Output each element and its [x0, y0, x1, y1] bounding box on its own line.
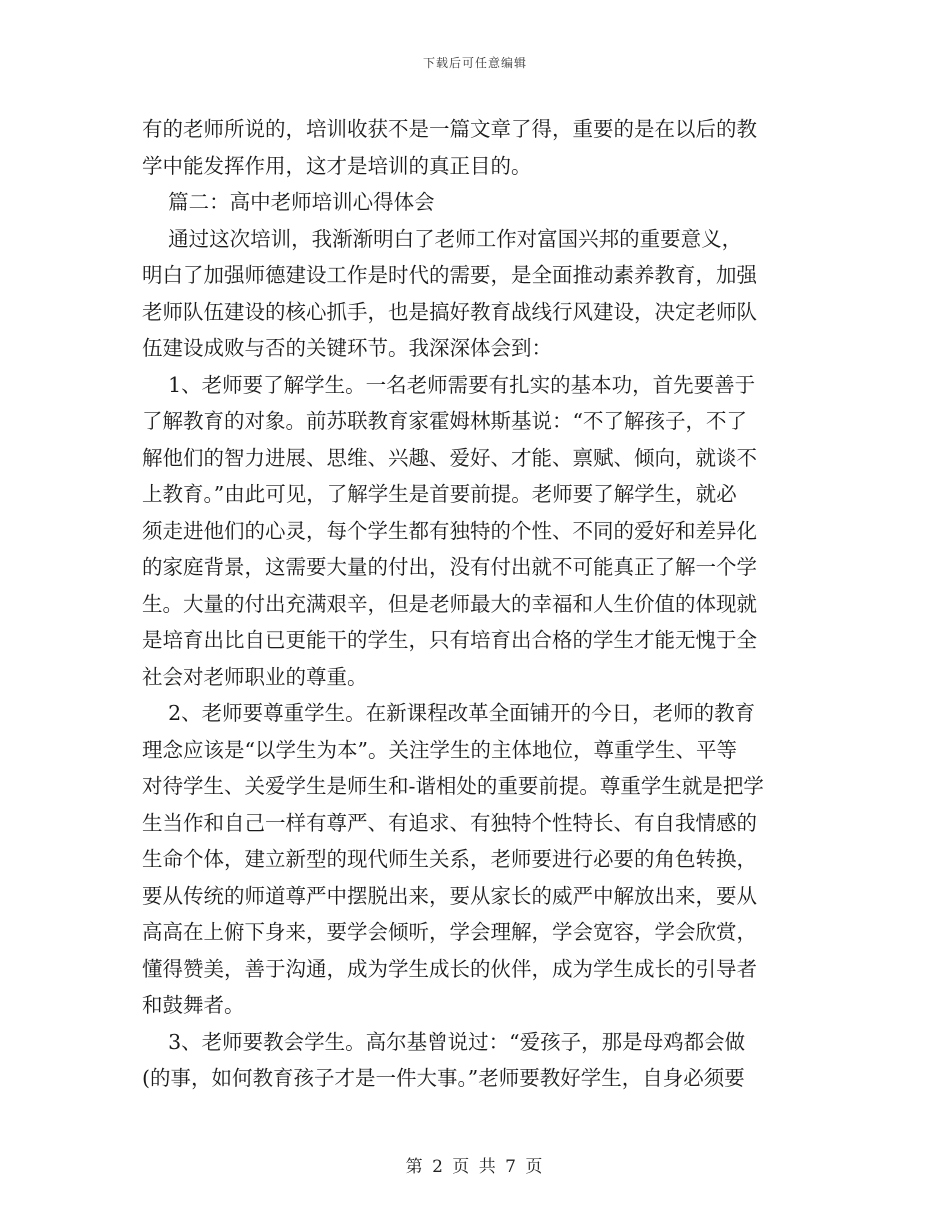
text-line: 的家庭背景，这需要大量的付出，没有付出就不可能真正了解一个学: [142, 555, 757, 579]
text-line: 懂得赞美，善于沟通，成为学生成长的伙伴，成为学生成长的引导者: [142, 956, 757, 981]
text-line: 是培育出比自已更能干的学生，只有培育出合格的学生才能无愧于全: [142, 628, 757, 652]
text-line: (的事，如何教育孩子才是一件大事。”老师要教好学生，自身必须要: [142, 1066, 745, 1090]
text-line: 上教育。”由此可见，了解学生是首要前提。老师要了解学生，就必: [142, 482, 737, 506]
section-heading: 篇二：高中老师培训心得体会: [142, 190, 435, 214]
text-line: 2、老师要尊重学生。在新课程改革全面铺开的今日，老师的教育: [142, 701, 756, 725]
page-header: 下载后可任意编辑: [422, 56, 527, 70]
text-line: 生当作和自己一样有尊严、有追求、有独特个性特长、有自我情感的: [142, 810, 757, 835]
text-line: 生命个体，建立新型的现代师生关系，老师要进行必要的角色转换，: [142, 847, 757, 871]
text-line: 对待学生、关爱学生是师生和-谐相处的重要前提。尊重学生就是把学: [142, 774, 764, 798]
text-line: 须走进他们的心灵，每个学生都有独特的个性、不同的爱好和差异化: [142, 518, 757, 543]
text-line: 有的老师所说的，培训收获不是一篇文章了得，重要的是在以后的教: [142, 117, 757, 141]
text-line: 社会对老师职业的尊重。: [142, 664, 368, 689]
text-line: 学中能发挥作用，这才是培训的真正目的。: [142, 153, 532, 178]
text-line: 老师队伍建设的核心抓手，也是搞好教育战线行风建设，决定老师队: [142, 299, 757, 324]
text-line: 解他们的智力进展、思维、兴趣、爱好、才能、禀赋、倾向，就谈不: [142, 445, 757, 470]
text-line: 通过这次培训，我渐渐明白了老师工作对富国兴邦的重要意义，: [142, 226, 743, 251]
text-line: 伍建设成败与否的关键环节。我深深体会到：: [142, 336, 552, 360]
document-body: [142, 111, 814, 1097]
text-line: 和鼓舞者。: [142, 993, 245, 1017]
text-line: 要从传统的师道尊严中摆脱出来，要从家长的威严中解放出来，要从: [142, 883, 757, 908]
text-line: 明白了加强师德建设工作是时代的需要，是全面推动素养教育，加强: [142, 263, 757, 287]
text-line: 1、老师要了解学生。一名老师需要有扎实的基本功，首先要善于: [142, 372, 756, 397]
text-line: 了解教育的对象。前苏联教育家霍姆林斯基说：“不了解孩子，不了: [142, 409, 747, 433]
text-line: 3、老师要教会学生。高尔基曾说过：“爱孩子，那是母鸡都会做: [142, 1029, 746, 1054]
page-number: 第 2 页 共 7 页: [405, 1157, 545, 1177]
text-line: 高高在上俯下身来，要学会倾听，学会理解，学会宽容，学会欣赏，: [142, 920, 757, 944]
text-line: 生。大量的付出充满艰辛，但是老师最大的幸福和人生价值的体现就: [142, 591, 757, 616]
text-line: 理念应该是“以学生为本”。关注学生的主体地位，尊重学生、平等: [142, 737, 737, 762]
